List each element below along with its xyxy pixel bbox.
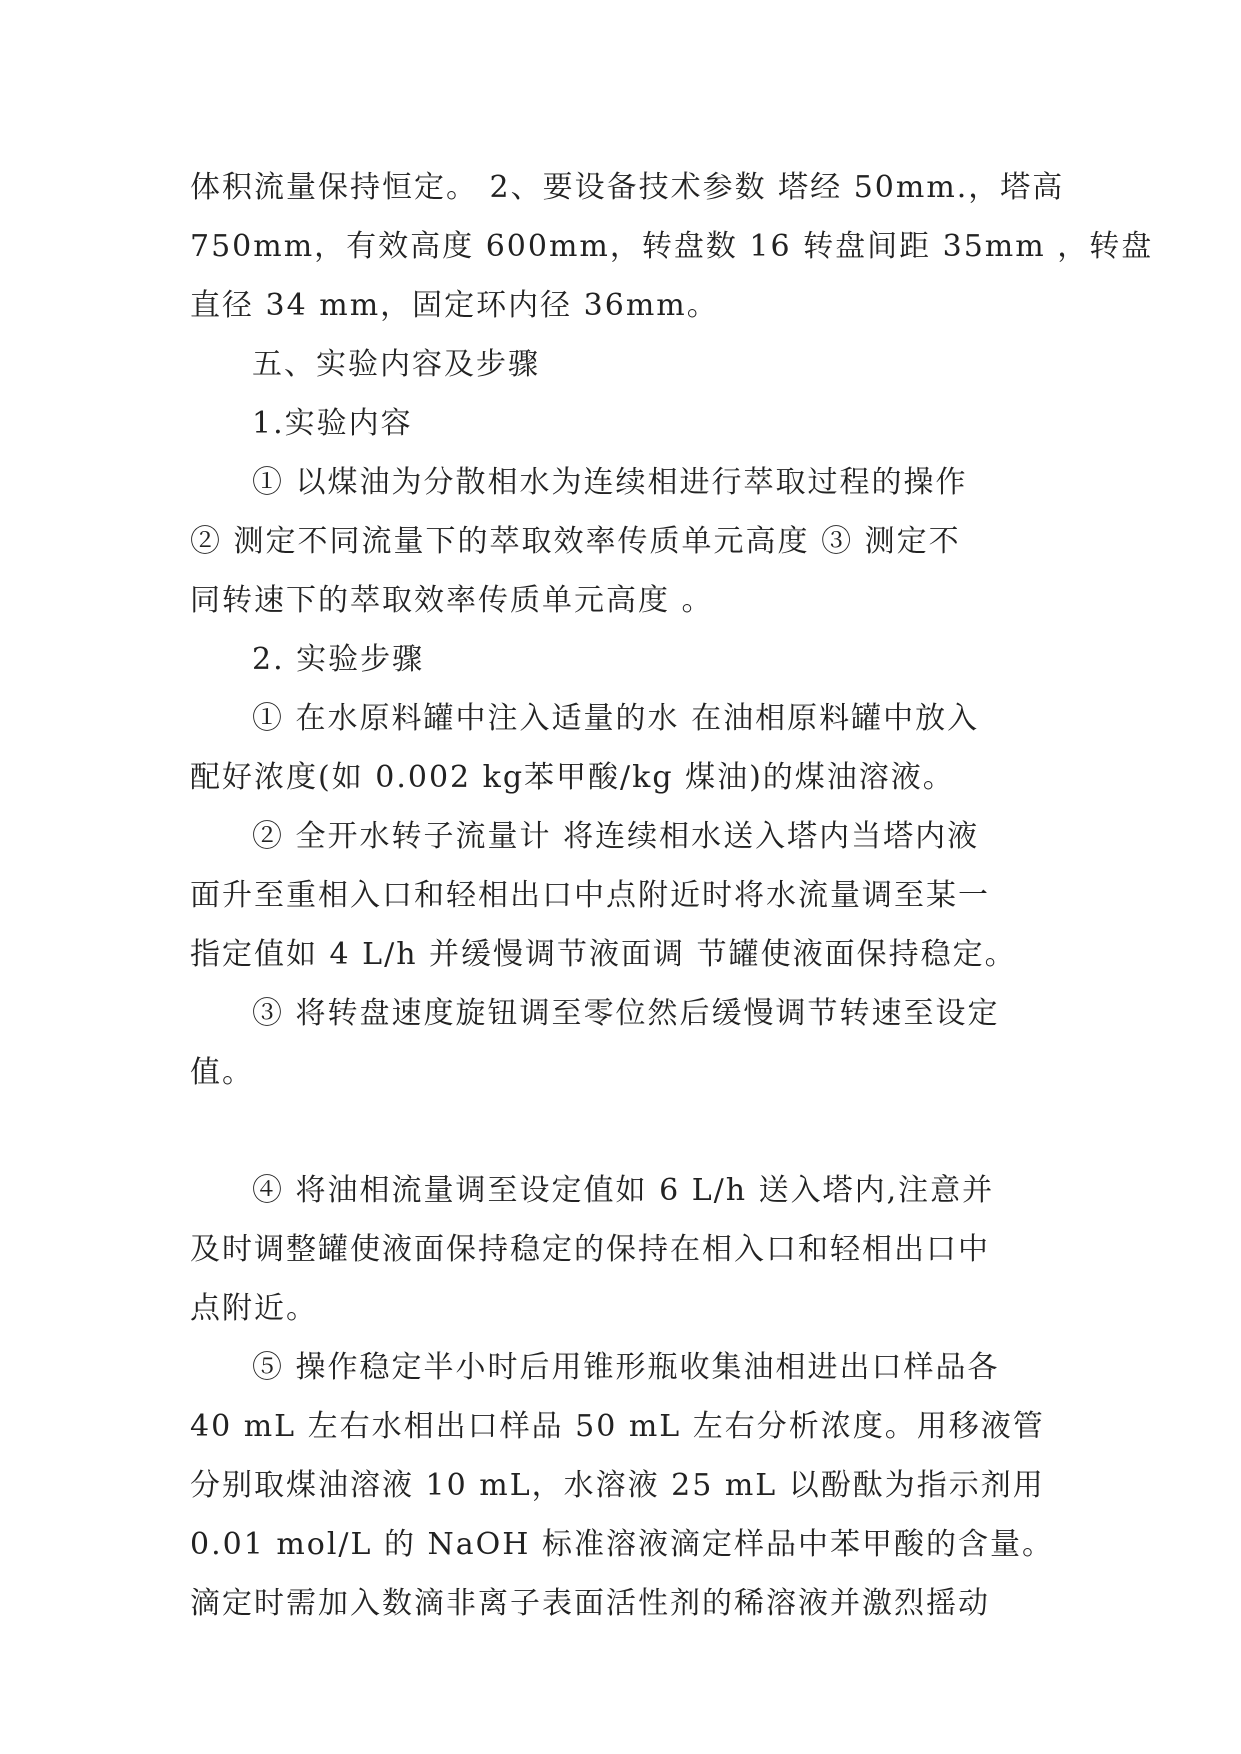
- text-line: 40 mL 左右水相出口样品 50 mL 左右分析浓度。用移液管: [190, 1409, 1045, 1444]
- text-line: 及时调整罐使液面保持稳定的保持在相入口和轻相出口中: [190, 1232, 990, 1267]
- text-line: 滴定时需加入数滴非离子表面活性剂的稀溶液并激烈摇动: [190, 1586, 990, 1621]
- text-line: 同转速下的萃取效率传质单元高度 。: [190, 583, 714, 618]
- text-line: ② 全开水转子流量计 将连续相水送入塔内当塔内液: [252, 819, 980, 854]
- text-line: ④ 将油相流量调至设定值如 6 L/h 送入塔内,注意并: [252, 1173, 995, 1208]
- section-heading: 五、实验内容及步骤: [252, 347, 540, 382]
- subsection-heading: 2. 实验步骤: [252, 642, 425, 677]
- text-line: 指定值如 4 L/h 并缓慢调节液面调 节罐使液面保持稳定。: [190, 937, 1017, 972]
- text-line: 配好浓度(如 0.002 kg苯甲酸/kg 煤油)的煤油溶液。: [190, 760, 955, 795]
- text-line: 面升至重相入口和轻相出口中点附近时将水流量调至某一: [190, 878, 990, 913]
- document-body: [190, 158, 1154, 1633]
- subsection-heading: 1.实验内容: [252, 406, 413, 441]
- text-line: 分别取煤油溶液 10 mL，水溶液 25 mL 以酚酞为指示剂用: [190, 1468, 1045, 1503]
- text-line: ① 以煤油为分散相水为连续相进行萃取过程的操作: [252, 465, 968, 500]
- text-line: ⑤ 操作稳定半小时后用锥形瓶收集油相进出口样品各: [252, 1350, 1000, 1385]
- text-line: 点附近。: [190, 1291, 318, 1326]
- text-line: 0.01 mol/L 的 NaOH 标准溶液滴定样品中苯甲酸的含量。: [190, 1527, 1054, 1562]
- text-line: ② 测定不同流量下的萃取效率传质单元高度 ③ 测定不: [190, 524, 961, 559]
- text-line: 值。: [190, 1055, 254, 1090]
- text-line: 体积流量保持恒定。 2、要设备技术参数 塔经 50mm.，塔高: [190, 170, 1065, 205]
- text-line: 直径 34 mm，固定环内径 36mm。: [190, 288, 719, 323]
- paragraph-gap: [190, 1102, 1055, 1161]
- text-line: ① 在水原料罐中注入适量的水 在油相原料罐中放入: [252, 701, 980, 736]
- text-line: ③ 将转盘速度旋钮调至零位然后缓慢调节转速至设定: [252, 996, 1000, 1031]
- text-line: 750mm，有效高度 600mm，转盘数 16 转盘间距 35mm ，转盘: [190, 229, 1154, 264]
